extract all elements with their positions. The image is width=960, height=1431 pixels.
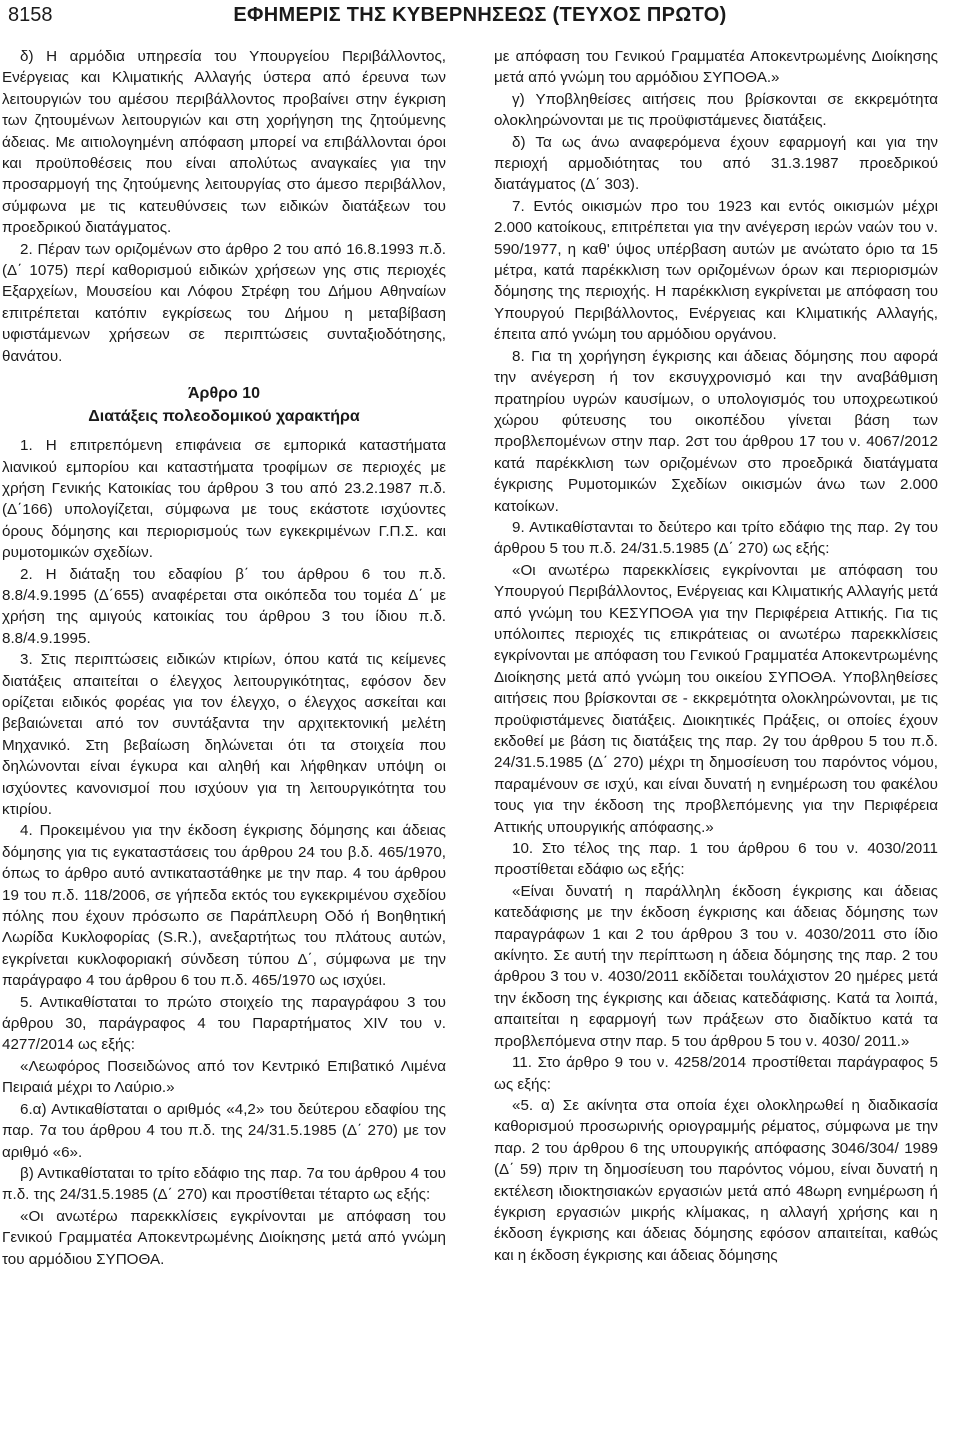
paragraph: 7. Εντός οικισμών προ του 1923 και εντός οικισμών μέχρι 2.000 κατοίκους, επιτρέπεται για την ανέγερση ιερών ναών του ν. 590/1977, η καθ' ύψος υπέρβαση αυτών με ανώτατο όριο τα 15 μέτρα, κατά παρέκκλιση των οριζομένων όρων και περιορισμών δόμησης της περιοχής. Η παρέκκλιση εγκρίνεται με απόφαση του Υπουργού Περιβάλλοντος, Ενέργειας και Κλιματικής Αλλαγής, έπειτα από γνώμη του αρμόδιου οργάνου.	[494, 197, 938, 344]
paragraph: δ) Η αρμόδια υπηρεσία του Υπουργείου Περιβάλλοντος, Ενέργειας και Κλιματικής Αλλαγής ύστερα από έρευνα των λειτουργιών του αμέσου περιβάλλοντος προβαίνει στην έγκριση των ζητουμένων λειτουργιών και στη χορήγηση της ζητούμενης άδειας. Με αιτιολογημένη απόφαση μπορεί να επιβάλλονται όροι και προϋποθέσεις που είναι απολύτως αναγκαίες για την προσαρμογή της ζητούμενης λειτουργίας στο άμεσο περιβάλλον, σύμφωνα με τις κατευθύνσεις των ειδικών διατάξεων του προεδρικού διατάγματος.	[2, 48, 446, 237]
paragraph: 2. Πέραν των οριζομένων στο άρθρο 2 του από 16.8.1993 π.δ. (Δ΄ 1075) περί καθορισμού ειδικών χρήσεων γης στις περιοχές Εξαρχείων, Μουσείου και Λόφου Στρέφη του Δήμου Αθηναίων επιτρέπεται κατόπιν εγκρίσεως του Δήμου η μεταβίβαση υφιστάμενων χρήσεων σε περιπτώσεις συνταξιοδότησης, θανάτου.	[2, 240, 446, 365]
paragraph: 8. Για τη χορήγηση έγκρισης και άδειας δόμησης που αφορά την ανέγερση ή τον εκσυγχρονισμό και την αναβάθμιση πρατηρίου υγρών καυσίμων, ο υπολογισμός του υποχρεωτικού χώρου φύτευσης του οικοπέδου γίνεται βάση των προβλεπομένων στην παρ. 2στ του άρθρου 17 του ν. 4067/2012 κατά παρέκκλιση των οριζομένων στο προεδρικά διατάγματα έγκρισης Ρυμοτομικών Σχεδίων οικισμών άνω των 2.000 κατοίκων.	[494, 347, 938, 515]
paragraph: 1. Η επιτρεπόμενη επιφάνεια σε εμπορικά καταστήματα λιανικού εμπορίου και καταστήματα τροφίμων σε περιοχές με χρήση Γενικής Κατοικίας του άρθρου 3 του από 23.2.1987 π.δ. (Δ΄166) υπολογίζεται, σύμφωνα με τους εκάστοτε ισχύοντες όρους δόμησης και περιορισμούς των εγκεκριμένων Γ.Π.Σ. και ρυμοτομικών σχεδίων.	[2, 437, 446, 562]
paragraph: «Λεωφόρος Ποσειδώνος από τον Κεντρικό Επιβατικό Λιμένα Πειραιά μέχρι το Λαύριο.»	[2, 1057, 446, 1097]
paragraph: «Είναι δυνατή η παράλληλη έκδοση έγκρισης και άδειας κατεδάφισης με την έκδοση έγκρισης και άδειας δόμησης των παραγράφων 1 και 2 του άρθρου 3 του ν. 4030/2011 στο ίδιο ακίνητο. Σε αυτή την περίπτωση η άδεια δόμησης της παρ. 2 του άρθρου 3 του ν. 4030/2011 εκδίδεται τουλάχιστον 20 ημέρες μετά την έκδοση της έγκρισης και άδειας κατεδάφισης. Κατά τα λοιπά, απαιτείται η εφαρμογή των πράξεων στο διαδίκτυο κατά τα προβλεπόμενα στην παρ. 5 του άρθρου 5 του ν. 4030/ 2011.»	[494, 882, 938, 1050]
page-number: 8158	[8, 4, 53, 26]
paragraph: 11. Στο άρθρο 9 του ν. 4258/2014 προστίθεται παράγραφος 5 ως εξής:	[494, 1054, 938, 1093]
article-title: Άρθρο 10	[187, 385, 260, 403]
paragraph: 4. Προκειμένου για την έκδοση έγκρισης δόμησης και άδειας δόμησης για τις εγκαταστάσεις του άρθρου 24 του β.δ. 465/1970, όπως το άρθρο αυτό αντικαταστάθηκε με την παρ. 4 του άρθρου 19 του π.δ. 118/2006, σε γήπεδα εκτός του εγκεκριμένου σχεδίου πόλης που έχουν πρόσωπο σε Παράπλευρη Οδό ή Βοηθητική Λωρίδα Κυκλοφορίας (S.R.), ανεξαρτήτως του πλάτους αυτών, εγκρίνεται κυκλοφοριακή σύνδεση τύπου Δ΄, σύμφωνα με την παράγραφο 4 του άρθρου 6 του π.δ. 465/1970 ως ισχύει.	[2, 822, 446, 990]
article-subtitle: Διατάξεις πολεοδομικού χαρακτήρα	[88, 408, 360, 426]
paragraph: 3. Στις περιπτώσεις ειδικών κτιρίων, όπου κατά τις κείμενες διατάξεις απαιτείται ο έλεγχος λειτουργικότητας, εφόσον δεν ορίζεται ειδικός φορέας για τον έλεγχο, ο έλεγχος ασκείται και βεβαιώνεται από τον συντάξαντα την αρχιτεκτονική μελέτη Μηχανικό. Στη βεβαίωση δηλώνεται ότι τα στοιχεία που δηλώνονται είναι έγκυρα και αληθή και λήφθηκαν υπόψη οι ισχύοντες κανονισμοί που ισχύουν για τη λειτουργικότητα του κτιρίου.	[2, 651, 446, 818]
paragraph: 9. Αντικαθίστανται το δεύτερο και τρίτο εδάφιο της παρ. 2γ του άρθρου 5 του π.δ. 24/31.5.1985 (Δ΄ 270) ως εξής:	[494, 518, 938, 558]
paragraph: γ) Υποβληθείσες αιτήσεις που βρίσκονται σε εκκρεμότητα ολοκληρώνονται με τις προϋφιστάμενες διατάξεις.	[494, 90, 938, 130]
paragraph: «Οι ανωτέρω παρεκκλίσεις εγκρίνονται με απόφαση του Γενικού Γραμματέα Αποκεντρωμένης Διοίκησης μετά από γνώμη του αρμόδιου ΣΥΠΟΘΑ.	[2, 1207, 446, 1268]
paragraph: 2. Η διάταξη του εδαφίου β΄ του άρθρου 6 του π.δ. 8.8/4.9.1995 (Δ΄655) αναφέρεται στα οικόπεδα του τομέα Δ΄ με χρήση της αμιγούς κατοικίας του άρθρου 3 του ίδιου π.δ. 8.8/4.9.1995.	[2, 565, 446, 647]
page-header	[0, 0, 960, 36]
paragraph: 5. Αντικαθίσταται το πρώτο στοιχείο της παραγράφου 3 του άρθρου 30, παράγραφος 4 του Παραρτήματος XIV του ν. 4277/2014 ως εξής:	[2, 993, 446, 1054]
right-column	[494, 46, 938, 1266]
left-column	[2, 46, 446, 1270]
paragraph: «Οι ανωτέρω παρεκκλίσεις εγκρίνονται με απόφαση του Υπουργού Περιβάλλοντος, Ενέργειας και Κλιματικής Αλλαγής μετά από γνώμη του ΚΕΣΥΠΟΘΑ για την Περιφέρεια Αττικής. Για τις υπόλοιπες περιοχές τις επικράτειας οι ανωτέρω παρεκκλίσεις εγκρίνονται με απόφαση του Γενικού Γραμματέα Αποκεντρωμένης Διοίκησης μετά από γνώμη του οικείου ΣΥΠΟΘΑ. Υποβληθείσες αιτήσεις που βρίσκονται σε - εκκρεμότητα ολοκληρώνονται, με τις προϋφιστάμενες διατάξεις. Διοικητικές Πράξεις, οι οποίες έχουν εκδοθεί με βάση τις διατάξεις της παρ. 2γ του άρθρου 5 του π.δ. 24/31.5.1985 (Δ΄ 270) μέχρι τη δημοσίευση του παρόντος νόμου, παραμένουν σε ισχύ, και είναι δυνατή η ενημέρωση του φακέλου τους για την έκδοση της προβλεπόμενης για την Περιφέρεια Αττικής υπουργικής απόφασης.»	[494, 561, 938, 836]
paragraph: με απόφαση του Γενικού Γραμματέα Αποκεντρωμένης Διοίκησης μετά από γνώμη του αρμόδιου ΣΥΠΟΘΑ.»	[494, 48, 938, 87]
journal-title: ΕΦΗΜΕΡΙΣ ΤΗΣ ΚΥΒΕΡΝΗΣΕΩΣ (ΤΕΥΧΟΣ ΠΡΩΤΟ)	[233, 4, 727, 26]
paragraph: δ) Τα ως άνω αναφερόμενα έχουν εφαρμογή και για την περιοχή αρμοδιότητας του από 31.3.1987 προεδρικού διατάγματος (Δ΄ 303).	[494, 133, 938, 194]
paragraph: 6.α) Αντικαθίσταται ο αριθμός «4,2» του δεύτερου εδαφίου της παρ. 7α του άρθρου 4 του π.δ. της 24/31.5.1985 (Δ΄ 270) με τον αριθμό «6».	[2, 1100, 446, 1161]
paragraph: «5. α) Σε ακίνητα στα οποία έχει ολοκληρωθεί η διαδικασία καθορισμού προσωρινής οριογραμμής ρέματος, σύμφωνα με την παρ. 2 του άρθρου 6 της υπουργικής απόφασης 3046/304/ 1989 (Δ΄ 59) πριν τη δημοσίευση του παρόντος νόμου, είναι δυνατή η εκτέλεση ιδιοκτησιακών εργασιών μετά από 48ωρη ενημέρωση ή έγκριση εργασιών μικρής κλίμακας, η αλλαγή χρήσης και η έκδοση έγκρισης και άδειας δόμησης εφόσον απαιτείται, καθώς και η έκδοση έγκρισης και άδειας δόμησης	[494, 1096, 938, 1264]
paragraph: 10. Στο τέλος της παρ. 1 του άρθρου 6 του ν. 4030/2011 προστίθεται εδάφιο ως εξής:	[494, 840, 938, 879]
paragraph: β) Αντικαθίσταται το τρίτο εδάφιο της παρ. 7α του άρθρου 4 του π.δ. της 24/31.5.1985 (Δ΄ 270) και προστίθεται τέταρτο ως εξής:	[2, 1164, 446, 1204]
